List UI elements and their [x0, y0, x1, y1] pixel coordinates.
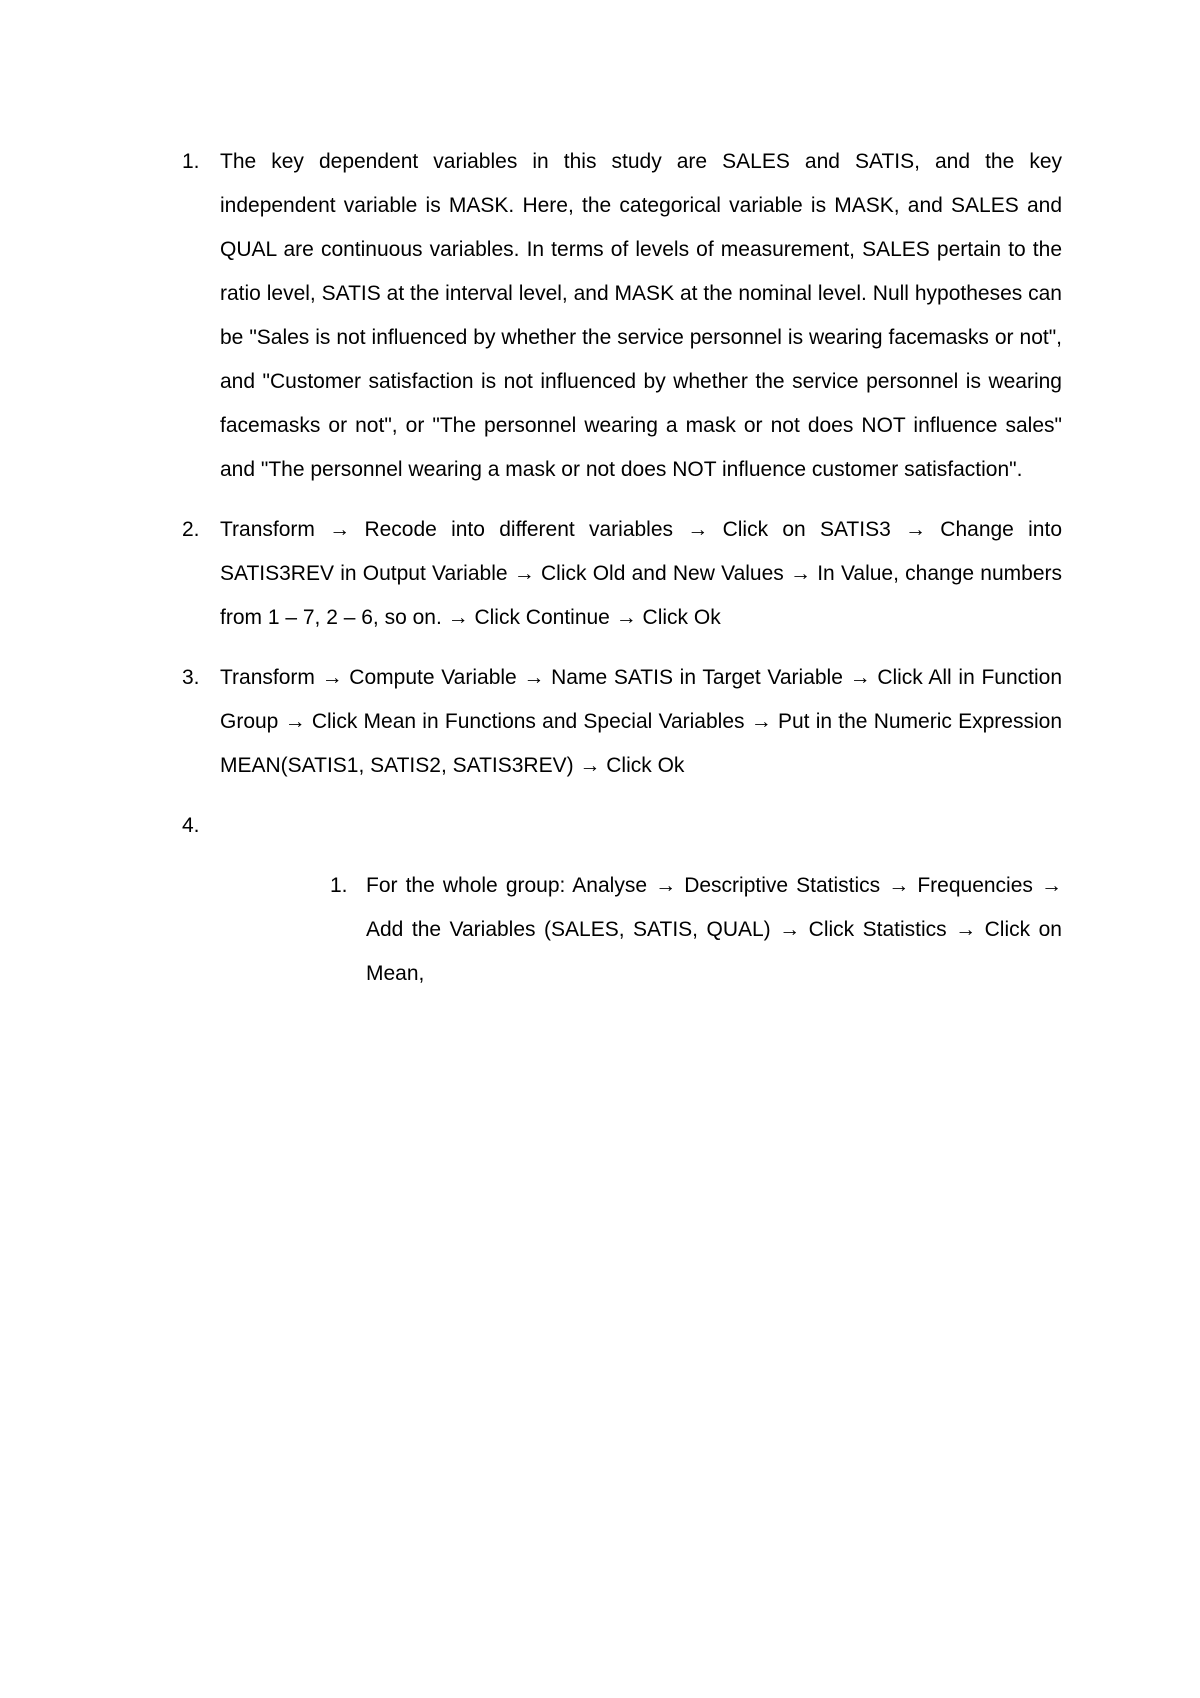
sub-list-item-1	[330, 864, 1062, 996]
list-item-1	[182, 140, 1062, 492]
list-number: 2.	[182, 518, 200, 541]
list-item-4	[182, 804, 1062, 996]
list-number: 1.	[182, 150, 200, 173]
list-number: 4.	[182, 814, 200, 837]
list-item-3	[182, 656, 1062, 788]
sub-list-number: 1.	[330, 874, 348, 897]
list-item-text: Transform → Recode into different variables → Click on SATIS3 → Change into SATIS3REV in Output Variable → Click Old and New Values → In Value, change numbers from 1 – 7, 2 – 6, so on. → Click Continue → Click Ok	[220, 518, 1062, 629]
document-content	[182, 140, 1062, 1012]
list-number: 3.	[182, 666, 200, 689]
list-item-text: The key dependent variables in this study are SALES and SATIS, and the key independent variable is MASK. Here, the categorical variable is MASK, and SALES and QUAL are continuous variables. In terms of levels of measurement, SALES pertain to the ratio level, SATIS at the interval level, and MASK at the nominal level. Null hypotheses can be "Sales is not influenced by whether the service personnel is wearing facemasks or not", and "Customer satisfaction is not influenced by whether the service personnel is wearing facemasks or not", or "The personnel wearing a mask or not does NOT influence sales" and "The personnel wearing a mask or not does NOT influence customer satisfaction".	[220, 150, 1062, 481]
sub-list-item-text: For the whole group: Analyse → Descriptive Statistics → Frequencies → Add the Variables (SALES, SATIS, QUAL) → Click Statistics → Click on Mean,	[366, 874, 1062, 985]
list-item-text: Transform → Compute Variable → Name SATIS in Target Variable → Click All in Function Group → Click Mean in Functions and Special Variables → Put in the Numeric Expression MEAN(SATIS1, SATIS2, SATIS3REV) → Click Ok	[220, 666, 1062, 777]
list-item-text	[220, 804, 1062, 848]
list-item-2	[182, 508, 1062, 640]
